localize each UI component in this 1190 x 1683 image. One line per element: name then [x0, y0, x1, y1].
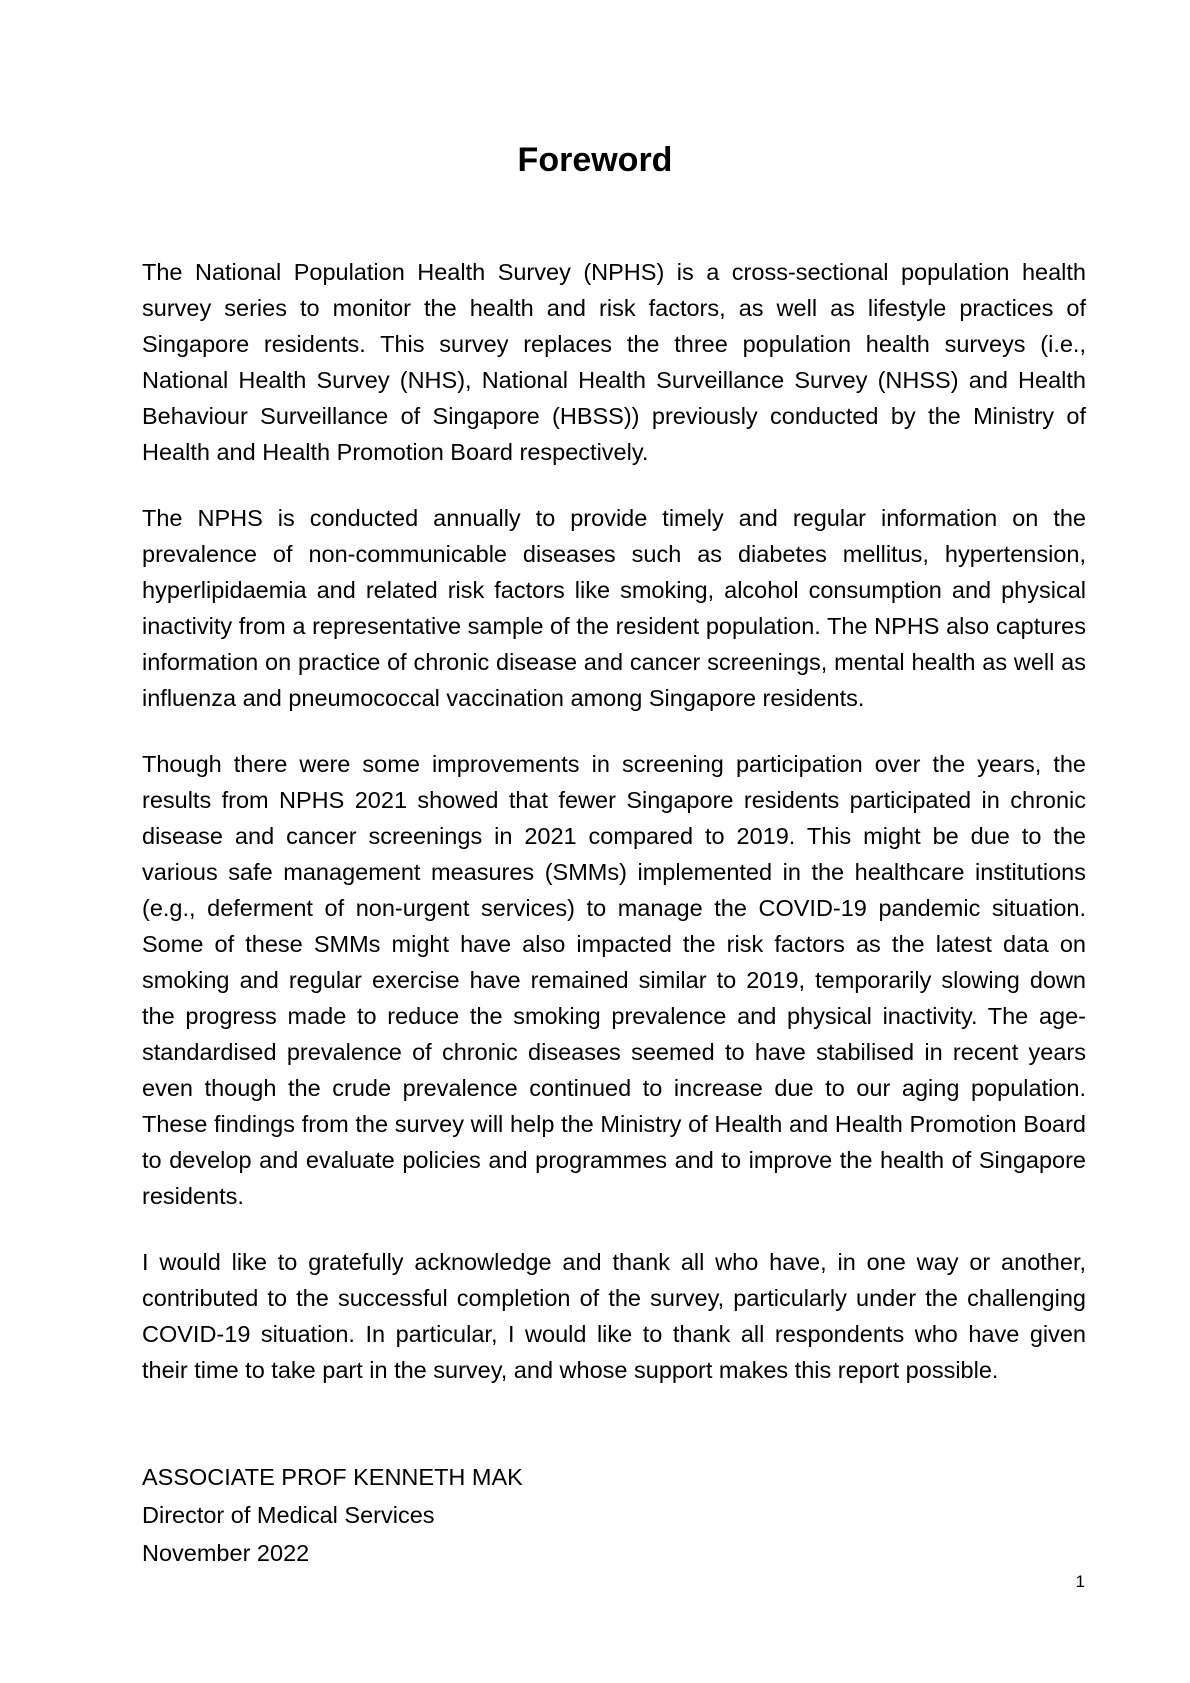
- paragraph-annual-survey: The NPHS is conducted annually to provide timely and regular information on the prevalence of non-communicable diseases such as diabetes mellitus, hypertension, hyperlipidaemia and related risk factors like smoking, alcohol consumption and physical inactivity from a representative sample of the resident population. The NPHS also captures information on practice of chronic disease and cancer screenings, mental health as well as influenza and pneumococcal vaccination among Singapore residents.: [142, 505, 1086, 711]
- foreword-body: [142, 254, 1086, 1418]
- page-number: 1: [1075, 1572, 1085, 1591]
- paragraph-acknowledgement: I would like to gratefully acknowledge and thank all who have, in one way or another, contributed to the successful completion of the survey, particularly under the challenging COVID-19 situation. In particular, I would like to thank all respondents who have given their time to take part in the survey, and whose support makes this report possible.: [142, 1249, 1086, 1383]
- paragraph-intro: The National Population Health Survey (NPHS) is a cross-sectional population health survey series to monitor the health and risk factors, as well as lifestyle practices of Singapore residents. This survey replaces the three population health surveys (i.e., National Health Survey (NHS), National Health Surveillance Survey (NHSS) and Health Behaviour Surveillance of Singapore (HBSS)) previously conducted by the Ministry of Health and Health Promotion Board respectively.: [142, 259, 1086, 465]
- signatory-name: ASSOCIATE PROF KENNETH MAK: [142, 1464, 523, 1490]
- page-title: Foreword: [517, 141, 673, 179]
- paragraph-findings: Though there were some improvements in screening participation over the years, the results from NPHS 2021 showed that fewer Singapore residents participated in chronic disease and cancer screenings in 2021 compared to 2019. This might be due to the various safe management measures (SMMs) implemented in the healthcare institutions (e.g., deferment of non-urgent services) to manage the COVID-19 pandemic situation. Some of these SMMs might have also impacted the risk factors as the latest data on smoking and regular exercise have remained similar to 2019, temporarily slowing down the progress made to reduce the smoking prevalence and physical inactivity. The age-standardised prevalence of chronic diseases seemed to have stabilised in recent years even though the crude prevalence continued to increase due to our aging population. These findings from the survey will help the Ministry of Health and Health Promotion Board to develop and evaluate policies and programmes and to improve the health of Singapore residents.: [142, 751, 1086, 1209]
- signature-date: November 2022: [142, 1540, 310, 1566]
- signature-block: [142, 1458, 523, 1572]
- signatory-position: Director of Medical Services: [142, 1502, 435, 1528]
